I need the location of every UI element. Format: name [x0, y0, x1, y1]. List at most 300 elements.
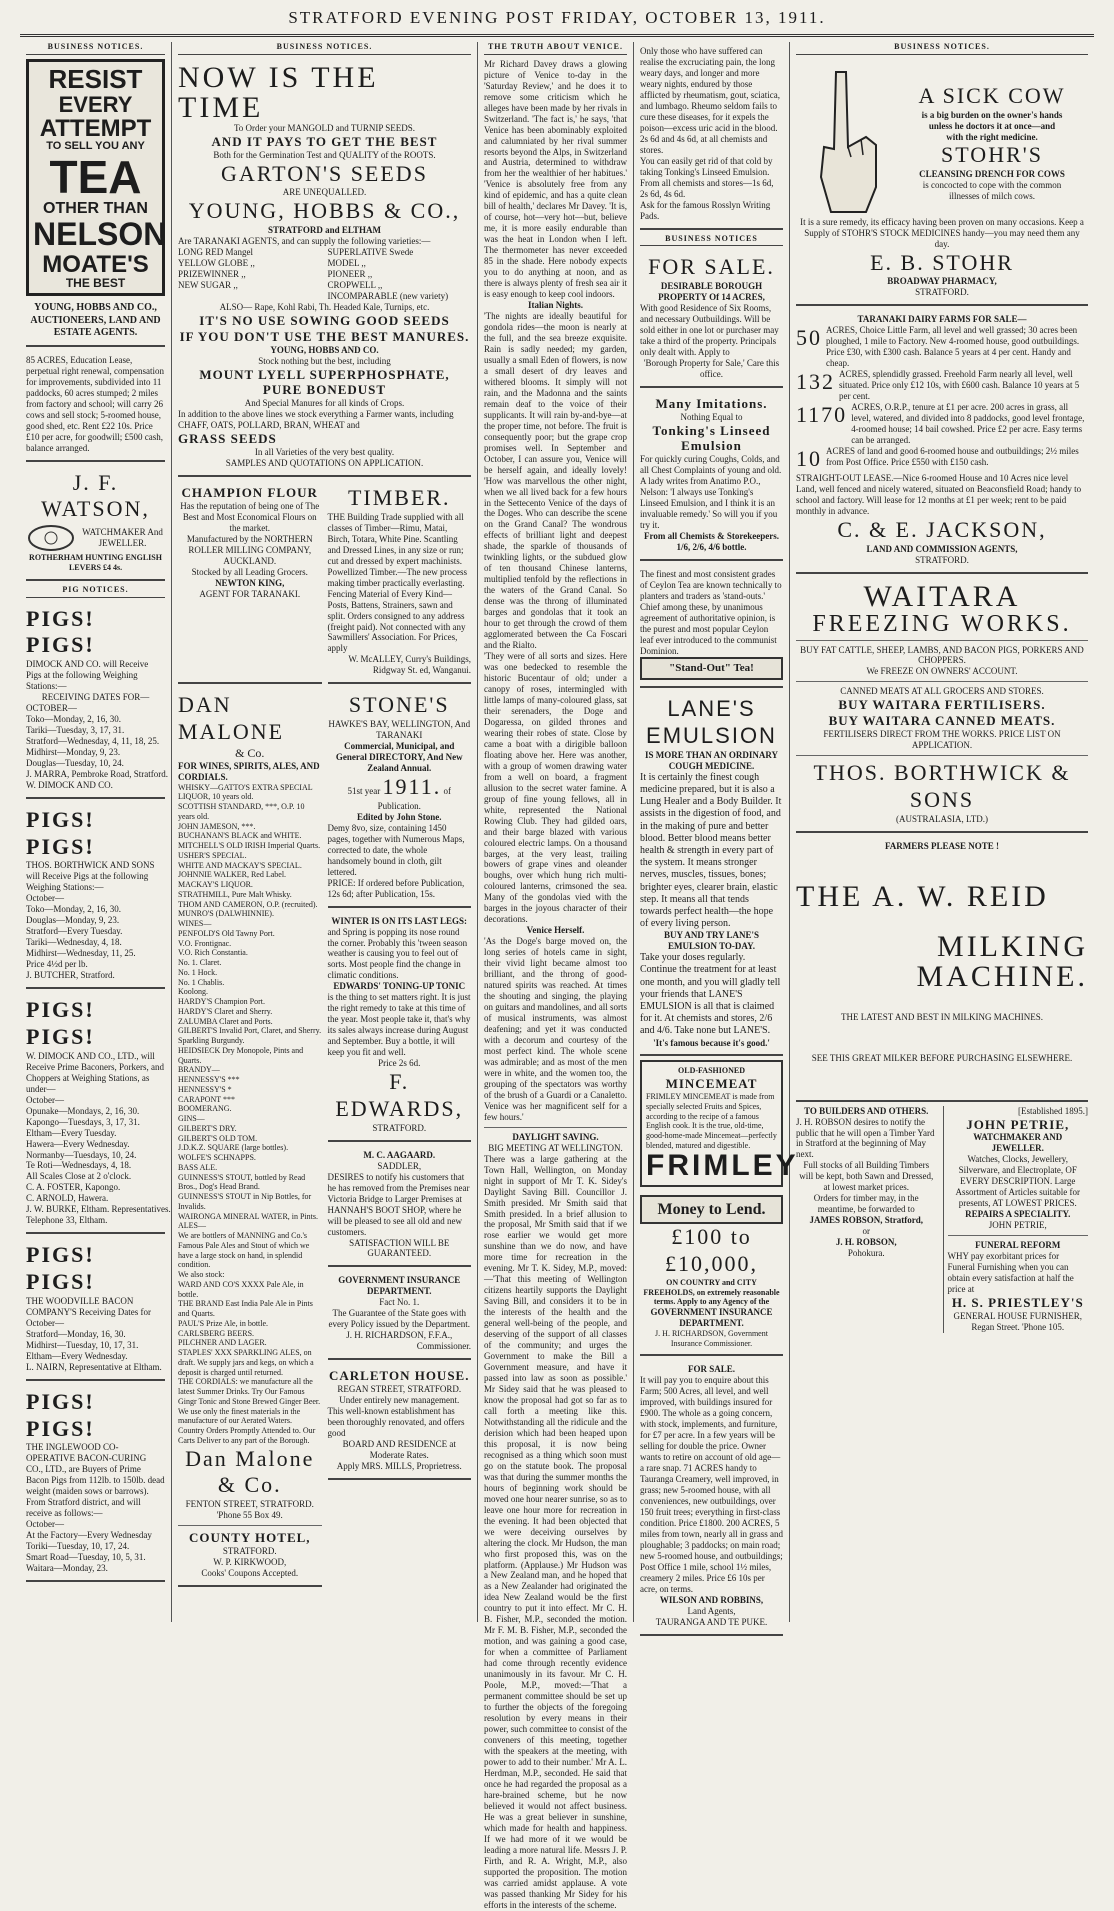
now-sub: To Order your MANGOLD and TURNIP SEEDS.: [233, 122, 416, 133]
winter-body: and Spring is popping its nose round the corner. Probably this 'tween season weather is causing you to feel out of sorts. Most people find the change in climatic conditions.: [327, 926, 468, 981]
builders-orders: Orders for timber may, in the meantime, be forwarded to: [813, 1193, 919, 1215]
dan-item: BASS ALE.: [178, 1162, 218, 1172]
waitara-canned: CANNED MEATS AT ALL GROCERS AND STORES.: [840, 686, 1044, 697]
date-row: At the Factory—Every Wednesday: [26, 1530, 152, 1541]
date-row: J. W. BURKE, Eltham. Representatives.: [26, 1204, 171, 1215]
farm-listing: [796, 446, 1088, 473]
stones-pre: 51st year: [347, 786, 381, 797]
dan-item: USHER'S SPECIAL.: [178, 850, 247, 860]
dan-item: STAPLES' XXX SPARKLING ALES, on draft. We supply jars and kegs, on which a deposit is charged until returned.: [178, 1348, 314, 1377]
date-row: Te Roti—Wednesdays, 4, 18.: [26, 1160, 132, 1171]
dan-item: THE BRAND East India Pale Ale in Pints and Quarts.: [178, 1299, 313, 1319]
article-heading: DAYLIGHT SAVING.: [512, 1131, 599, 1142]
builders-head: TO BUILDERS AND OTHERS.: [804, 1105, 929, 1116]
timber-sign: W. McALLEY, Curry's Buildings, Ridgway St. ed, Wanganui.: [348, 654, 471, 676]
also-line: ALSO— Rape, Kohl Rabi, Th. Headed Kale, Turnips, etc.: [219, 301, 430, 312]
date-row: Midhirst—Monday, 9, 23.: [26, 746, 121, 757]
date-row: Stratford—Every Tuesday.: [26, 926, 123, 937]
borthwick-sub: (AUSTRALASIA, LTD.): [896, 813, 988, 824]
date-row: Tariki—Tuesday, 3, 17, 31.: [26, 725, 125, 735]
lanes-tag: 'It's famous because it's good.': [653, 1037, 770, 1048]
acres-ad: 85 ACRES, Education Lease, perpetual right renewal, compensation for improvements, subdivided into 11 paddocks, 60 acres stumped; 2 miles from factory and school; will carry 26 cows and sell stock; 5-roomed house, good shed, etc. Rent £22 10s. Price £10 per acre, for goodwill; £500 cash, balance arranged.: [26, 351, 165, 462]
date-row: Eltham—Every Tuesday.: [26, 1127, 117, 1138]
farm-acres: 1170: [796, 402, 848, 428]
dan-item: GILBERT'S Invalid Port, Claret, and Sherry.: [178, 1026, 322, 1036]
tonic-price: Price 2s 6d.: [378, 1058, 421, 1069]
date-row: Normanby—Tuesdays, 10, 24.: [26, 1149, 137, 1160]
frimley-mince: MINCEMEAT: [665, 1076, 758, 1092]
watson-ad: [26, 466, 165, 581]
pigs-body: W. DIMOCK AND CO., LTD., will Receive Prime Baconers, Porkers, and Choppers at Weighing Stations, as under—: [26, 1050, 164, 1094]
date-row: C. ARNOLD, Hawera.: [26, 1193, 109, 1204]
dan-title: DAN MALONE: [178, 692, 285, 745]
column-5: [790, 42, 1094, 1622]
timber-body: THE Building Trade supplied with all classes of Timber—Rimu, Matai, Birch, Totara, White Pine. Scantling and Dressed Lines, in any size or run; cut and dressed by expert machinists. Powellized Timber.—The new process making timber practically everlasting. Fencing Material of Every Kind—Posts, Battens, Strainers, sawn and split. Orders consigned to any address (freight paid). Not connected with any Sawmillers' Association. For Prices, apply: [327, 511, 467, 654]
pigs-title: PIGS! PIGS!: [26, 806, 95, 859]
farm-desc: ACRES, Choice Little Farm, all level and well grassed; 30 acres been ploughed, 1 mile to Factory. New 4-roomed house, good outbuildings. Price £30, with £300 cash. Balance 5 years at 4 per cent. Handy and cheap.: [826, 325, 1080, 369]
latest-line: THE LATEST AND BEST IN MILKING MACHINES.: [841, 1011, 1043, 1022]
jackson-sub: LAND AND COMMISSION AGENTS,: [866, 543, 1018, 554]
mount-lyell-line: MOUNT LYELL SUPERPHOSPHATE, PURE BONEDUST: [199, 366, 450, 398]
dan-addr: FENTON STREET, STRATFORD.: [185, 1499, 314, 1510]
column-heading: BUSINESS NOTICES.: [26, 42, 165, 55]
builders-james: JAMES ROBSON, Stratford,: [809, 1215, 923, 1226]
date-row: Eltham—Every Wednesday.: [26, 1350, 128, 1361]
farm-desc: ACRES of land and good 6-roomed house and outbuildings; 2½ miles from Post Office. Price £550 with £150 cash.: [826, 446, 1079, 468]
pointing-hand-icon: [806, 67, 896, 217]
variety: SUPERLATIVE Swede: [327, 247, 414, 258]
gov-dept: DEPARTMENT.: [366, 1286, 432, 1297]
borthwick-name: THOS. BORTHWICK & SONS: [813, 760, 1071, 812]
date-row: Hawera—Every Wednesday.: [26, 1138, 130, 1149]
sale-contact: 'Borough Property for Sale,' Care this office.: [643, 357, 780, 379]
gov-sign: J. H. RICHARDSON, F.F.A.,: [346, 1330, 453, 1341]
now-title: NOW IS THE TIME: [178, 60, 379, 124]
grass-title: GRASS SEEDS: [178, 431, 277, 447]
date-row: J. MARRA, Pembroke Road, Stratford.: [26, 768, 168, 779]
addition-line: In addition to the above lines we stock everything a Farmer wants, including CHAFF, OATS, POLLARD, BRAN, WHEAT and: [178, 409, 454, 431]
lanes-emulsion-ad: [640, 692, 783, 1056]
champion-flour-ad: [178, 481, 322, 684]
farm-desc: ACRES, splendidly grassed. Freehold Farm nearly all level, well situated. Price only £12 10s, with £600 cash. Balance 10 years at 5 per cent.: [839, 369, 1080, 402]
dan-item: MACKAY'S LIQUOR.: [178, 880, 253, 890]
pigs-ad: [26, 803, 165, 989]
tea-line: THE BEST: [65, 275, 126, 290]
carleton-house-ad: [328, 1364, 472, 1480]
dan-item: CARLSBERG BEERS.: [178, 1328, 255, 1338]
pigs-title: PIGS! PIGS!: [26, 605, 95, 658]
pigs-ad: [26, 1385, 165, 1582]
emul-para: You can easily get rid of that cold by taking Tonking's Linseed Emulsion. From all chemists and stores—1s 6d, 2s 6d, 4s 6d.: [640, 155, 774, 199]
date-row: October—: [26, 893, 64, 904]
farm-listing: [796, 369, 1088, 402]
for-sale-ad: [640, 250, 783, 388]
champion-body: Has the reputation of being one of The Best and Most Economical Flours on the market.: [180, 500, 320, 533]
pigs-dates: [26, 1519, 165, 1574]
county-title: COUNTY HOTEL,: [188, 1530, 311, 1546]
priestley-sub: GENERAL HOUSE FURNISHER,: [953, 1310, 1082, 1321]
county-loc: STRATFORD.: [222, 1546, 277, 1557]
flour-timber-row: [178, 481, 471, 688]
wilson-name: WILSON AND ROBBINS,: [659, 1594, 764, 1605]
gartons-seeds-ad: [178, 59, 471, 477]
tea-line: TO SELL YOU ANY: [46, 140, 145, 153]
column-1: [20, 42, 172, 1622]
lanes-body2: Take your doses regularly. Continue the treatment for at least one month, and you will gladly tell your friends that LANE'S EMULSION is all that is claimed for it. At chemists and stores, 2/6 and 4/6. Take none but LANE'S.: [640, 952, 781, 1037]
pigs-body: THOS. BORTHWICK AND SONS will Receive Pigs at the following Weighing Stations:—: [26, 860, 155, 893]
aagaard-name: M. C. AAGAARD.: [363, 1149, 436, 1160]
dan-item: We also stock:: [178, 1270, 225, 1280]
dan-item: ALES—: [178, 1221, 206, 1231]
eb-stohr: E. B. STOHR: [870, 249, 1014, 275]
broadway-loc: STRATFORD.: [915, 287, 969, 298]
stones-post: of Publication.: [377, 786, 451, 811]
pigs-dates-head: RECEIVING DATES FOR—: [41, 692, 150, 703]
waitara-title: WAITARA: [863, 579, 1021, 613]
dan-item: SCOTTISH STANDARD, ***, O.P. 10 years old.: [178, 802, 305, 821]
carlton-st: REGAN STREET, STRATFORD.: [337, 1384, 462, 1395]
date-row: Toriki—Tuesday, 10, 17, 24.: [26, 1541, 130, 1552]
dan-item: No. 1. Claret.: [178, 958, 222, 968]
waitara-freezing-ad: [796, 578, 1088, 833]
date-row: October—: [26, 1094, 64, 1105]
dan-item: J.D.K.Z. SQUARE (large bottles).: [178, 1143, 289, 1153]
reid-milking-ad: [796, 837, 1088, 1102]
petrie-repairs: REPAIRS A SPECIALITY.: [965, 1209, 1071, 1220]
dan-phone: 'Phone 55 Box 49.: [216, 1510, 283, 1521]
rheumo-ad: [640, 42, 783, 230]
variety: MODEL ,,: [327, 258, 366, 269]
young-hobbs-ad: [26, 298, 165, 347]
cow-line: unless he doctors it at once—and: [928, 120, 1056, 131]
stones-directory-ad: [328, 688, 472, 907]
gov-title: GOVERNMENT INSURANCE DEPARTMENT.: [650, 1307, 773, 1328]
satisfaction-line: SATISFACTION WILL BE GUARANTEED.: [349, 1237, 450, 1259]
carlton-title: CARLETON HOUSE.: [329, 1368, 470, 1384]
farm-listing: [796, 402, 1088, 446]
funeral-title: FUNERAL REFORM: [975, 1240, 1061, 1251]
lanes-title: LANE'S EMULSION: [646, 696, 777, 749]
date-row: OCTOBER—: [26, 703, 77, 714]
gov-comm: Commissioner.: [416, 1341, 471, 1352]
dan-item: THE CORDIALS: we manufacture all the latest Summer Drinks. Try Our Famous Gingr Tonic and Stone Brewed Ginger Beer. We use only the finest materials in the manufacture of our Aerated Waters.: [178, 1377, 321, 1426]
builders-body2: Full stocks of all Building Timbers will be kept, both Sawn and Dressed, at lowest market prices.: [799, 1160, 934, 1193]
stones-year: 1911.: [382, 774, 442, 800]
petrie-ad: [943, 1106, 1089, 1333]
newton-sub: AGENT FOR TARANAKI.: [199, 588, 301, 599]
grass-sub: In all Varieties of the very best quality.: [254, 447, 395, 458]
tonking-ad: [640, 392, 783, 561]
farm-acres: 132: [796, 369, 835, 395]
standout-tea-ad: [640, 565, 783, 688]
pigs-body: THE INGLEWOOD CO-OPERATIVE BACON-CURING CO., LTD., are Buyers of Prime Bacon Pigs from 112lb. to 150lb. dead weight (maiden sows or barrows). From Stratford district, and will receive as follows:—: [26, 1442, 165, 1519]
rotherham-line: ROTHERHAM HUNTING ENGLISH LEVERS £4 4s.: [29, 553, 162, 573]
pigs-title: PIGS! PIGS!: [26, 997, 95, 1049]
date-row: L. NAIRN, Representative at Eltham.: [26, 1361, 162, 1372]
dan-item: PILCHNER AND LAGER.: [178, 1338, 267, 1348]
yhc-title: YOUNG, HOBBS & CO.,: [188, 198, 461, 224]
canned-line: BUY WAITARA CANNED MEATS.: [828, 713, 1056, 729]
champion-title: CHAMPION FLOUR: [181, 485, 318, 500]
sale-title: FOR SALE.: [648, 254, 775, 280]
for-sale-farm-ad: [640, 1360, 783, 1635]
stones-sub: HAWKE'S BAY, WELLINGTON, And TARANAKI: [328, 719, 471, 741]
variety: LONG RED Mangel: [178, 247, 253, 258]
venice-article: [484, 59, 627, 1123]
variety: YELLOW GLOBE ,,: [178, 258, 255, 269]
builders-jh: J. H. ROBSON,: [835, 1237, 897, 1248]
tea-line: NELSON: [33, 215, 167, 252]
cow-line: is a big burden on the owner's hands: [921, 109, 1063, 120]
masthead-rule: [20, 34, 1094, 37]
stones-title: STONE'S: [348, 692, 450, 718]
frimley-old: OLD-FASHIONED: [678, 1066, 745, 1076]
column-heading: BUSINESS NOTICES: [640, 234, 783, 247]
date-row: Toko—Monday, 2, 16, 30.: [26, 904, 122, 915]
stones-body: Demy 8vo, size, containing 1450 pages, together with Numerous Maps, corrected to date, the whole handsomely bound in cloth, gilt lettered.: [327, 822, 465, 877]
edwards-name: F. EDWARDS,: [335, 1069, 464, 1121]
dan-item: BOOMERANG.: [178, 1104, 232, 1114]
both-line: Both for the Germination Test and QUALITY of the ROOTS.: [213, 149, 436, 160]
variety: CROPWELL ,,: [327, 280, 383, 291]
dan-item: No. 1 Chablis.: [178, 977, 225, 987]
special-line: And Special Manures for all kinds of Crops.: [244, 398, 405, 409]
dan-item: THOM AND CAMERON, O.P. (recruited).: [178, 899, 318, 909]
county-sub: Cooks' Coupons Accepted.: [201, 1567, 299, 1578]
date-row: Smart Road—Tuesday, 10, 5, 31.: [26, 1552, 146, 1563]
dan-footer: Dan Malone & Co.: [185, 1445, 315, 1498]
tea-line: RESIST: [48, 63, 143, 94]
broadway-pharmacy: BROADWAY PHARMACY,: [887, 276, 997, 287]
sale-sub: DESIRABLE BOROUGH PROPERTY Of 14 ACRES,: [658, 281, 765, 303]
dan-item: STRATHMILL, Pure Malt Whisky.: [178, 889, 292, 899]
straight-lease: STRAIGHT-OUT LEASE.—Nice 6-roomed House and 10 Acres nice level Land, well fenced and nicely watered, situated on Beaconsfield Road; handy to school and factory. Will lease for 12 months at £1 per week; rent to be paid monthly in advance.: [796, 472, 1082, 516]
dan-item: BRANDY—: [178, 1065, 220, 1075]
pigs-dates: [26, 1329, 165, 1373]
pigs-ad: [26, 602, 168, 799]
farm-listing: [796, 325, 1088, 369]
farm-desc: ACRES, O.R.P., tenure at £1 per acre. 200 acres in grass, all level, watered, and divided into 8 paddocks, good level frontage, 4-roomed house; 14 bail cowshed. Price £2 per acre. Easy terms can be arranged.: [851, 402, 1085, 446]
gov-sign: J. H. RICHARDSON, Government Insurance Commissioner.: [655, 1328, 768, 1348]
tea-line: EVERY: [58, 92, 133, 118]
date-row: C. A. FOSTER, Kapongo.: [26, 1182, 121, 1193]
dan-co: & Co.: [235, 746, 265, 761]
date-row: Midhirst—Wednesday, 11, 25.: [26, 948, 136, 959]
farms-head: TARANAKI DAIRY FARMS FOR SALE—: [857, 314, 1027, 325]
builders-body: J. H. ROBSON desires to notify the public that he will open a Timber Yard in Stratford at the beginning of May next.: [796, 1116, 935, 1160]
farm-acres: 10: [796, 446, 822, 472]
date-row: Waitara—Monday, 23.: [26, 1563, 108, 1574]
builders-loc: Pohokura.: [847, 1248, 885, 1259]
pigs-body: DIMOCK AND CO. will Receive Pigs at the following Weighing Stations:—: [26, 659, 149, 692]
wilson-loc: TAURANGA AND TE PUKE.: [655, 1616, 768, 1627]
petrie-name: JOHN PETRIE,: [966, 1116, 1070, 1132]
dan-item: ZALUMBA Claret and Ports.: [178, 1016, 273, 1026]
column-3: [478, 42, 634, 1910]
date-row: Price 4½d per lb.: [26, 959, 88, 970]
carlton-body: This well-known establishment has been thoroughly renovated, and offers good: [327, 1406, 465, 1438]
date-row: J. BUTCHER, Stratford.: [26, 970, 115, 981]
article-subheading: BIG MEETING AT WELLINGTON.: [488, 1142, 623, 1153]
date-row: All Scales Close at 2 o'clock.: [26, 1171, 132, 1182]
article-heading: THE TRUTH ABOUT VENICE.: [484, 42, 627, 55]
pigs-dates: [26, 1094, 171, 1227]
tea-line: OTHER THAN: [43, 200, 148, 218]
pigs-dates: [26, 893, 165, 981]
dan-item: HENNESSY'S *: [178, 1084, 232, 1094]
pigs-title: PIGS! PIGS!: [26, 1242, 95, 1295]
timber-ad: [328, 481, 472, 684]
column-2: [172, 42, 478, 1622]
waitara-freeze: We FREEZE ON OWNERS' ACCOUNT.: [866, 666, 1018, 677]
date-row: Toko—Monday, 2, 16, 30.: [26, 714, 122, 725]
column-4: [634, 42, 799, 1627]
jackson-loc: STRATFORD.: [915, 554, 969, 565]
champion-made: Manufactured by the NORTHERN ROLLER MILLING COMPANY, AUCKLAND.: [186, 533, 313, 566]
pigs-dates: [26, 703, 168, 791]
frimley-body: FRIMLEY MINCEMEAT is made from specially selected Fruits and Spices, according to the recipe of a famous English cook. It is the true, old-time, good-home-made Mincemeat—perfectly blended, matured and digestible.: [646, 1092, 777, 1150]
gartons-title: GARTON'S SEEDS: [221, 160, 428, 186]
fert-direct: FERTILISERS DIRECT FROM THE WORKS. PRICE LIST ON APPLICATION.: [823, 729, 1061, 751]
money-title: Money to Lend.: [640, 1195, 783, 1225]
lanes-body: It is certainly the finest cough medicine prepared, but it is also a Lung Healer and a Body Builder. It assists in the digestion of food, and in the making of pure and better blood. Better blood means better health & strength in every part of the system. It means stronger nerves, muscles, tissues, bones; brighter eyes, clearer brain, elastic step. It means all that tends towards perfect health—the hope of every living person.: [640, 771, 782, 930]
dan-for: FOR WINES, SPIRITS, ALES, AND CORDIALS.: [178, 760, 320, 782]
lanes-buy: BUY AND TRY LANE'S EMULSION TO-DAY.: [663, 930, 760, 952]
gov-insurance-ad: [328, 1271, 472, 1360]
dan-item: GILBERT'S OLD TOM.: [178, 1133, 258, 1143]
stones-dir: Commercial, Municipal, and General DIRECTORY, And New Zealand Annual.: [335, 741, 463, 774]
tea-body: The finest and most consistent grades of Ceylon Tea are known technically to planters and traders as 'stand-outs.' Chief among these, by unanimous agreement of authoritative opinion, is the purest and most popular Ceylon leaf ever introduced to the communist Dominion.: [640, 569, 782, 656]
manures-line: IF YOU DON'T USE THE BEST MANURES.: [179, 328, 470, 344]
dan-item: Koolong.: [178, 987, 208, 997]
stohr-drench-ad: [796, 59, 1088, 307]
petrie-name-2: JOHN PETRIE,: [988, 1220, 1047, 1231]
date-row: Stratford—Wednesday, 4, 11, 18, 25.: [26, 735, 160, 746]
dan-item: PENFOLD'S Old Tawny Port.: [178, 928, 275, 938]
variety: NEW SUGAR ,,: [178, 280, 238, 291]
varieties-list: [178, 247, 471, 302]
county-prop: W. P. KIRKWOOD,: [213, 1557, 287, 1567]
jackson-name: C. & E. JACKSON,: [837, 516, 1047, 542]
date-row: W. DIMOCK AND CO.: [26, 779, 113, 790]
watson-name: J. F. WATSON,: [41, 469, 150, 522]
column-heading: BUSINESS NOTICES.: [796, 42, 1088, 55]
nothing-line: Nothing Equal to: [680, 411, 743, 422]
sale-body: With good Residence of Six Rooms, and necessary Outbuildings. Will be sold either in one lot or purchaser may take a third of the property. Principals only dealt with. Apply to: [640, 303, 779, 357]
fert-line: BUY WAITARA FERTILISERS.: [838, 697, 1046, 713]
tea-line: ATTEMPT: [39, 115, 152, 143]
dan-item: MUNRO'S (DALWHINNIE).: [178, 909, 274, 919]
pigs-body: THE WOODVILLE BACON COMPANY'S Receiving Dates for October—: [26, 1295, 152, 1328]
dan-item: We are bottlers of MANNING and Co.'s Famous Pale Ales and Stout of which we have a large stock on hand, in splendid condition.: [178, 1231, 310, 1270]
gov-body: The Guarantee of the State goes with every Policy issued by the Department.: [328, 1308, 470, 1330]
date-row: Douglas—Monday, 9, 23.: [26, 915, 120, 926]
emul-para: Only those who have suffered can realise the excruciating pain, the long weary days, and longer and more weary nights, endured by those afflicted by rheumatism, gout, sciatica, and lumbago. Rheumo seldom fails to cure these diseases, for it expels the poison—excess uric acid in the blood. 2s 6d and 4s 6d, at all chemists and stores.: [640, 46, 781, 155]
column-heading: BUSINESS NOTICES.: [178, 42, 471, 55]
stones-ed: Edited by John Stone.: [356, 811, 442, 822]
subheading: Venice Herself.: [526, 925, 585, 936]
date-row: Tariki—Wednesday, 4, 18.: [26, 937, 122, 948]
venice-para: 'The nights are ideally beautiful for gondola rides—the moon is nearly at the full, and the sea breeze exquisite. Rain is sadly needed; my garden, usually a small Eden of flowers, is now a small desert of dry leaves and withered blooms. It simply will not rain, and the Madonna and the saints remain deaf to the voice of their supplicants. It will rain by-and-bye—at the proper time, not before. The fruit is consequently poor; but the grape crop promises well. In September and October, I can assure you, Venice will be herself again, and ideally lovely! 'How was marvellous the other night, when we all lived back for a few hours in the Settecento Venice of the days of the Doges. Who can describe the scene on the Grand Canal? The wondrous effects of brilliant light and deepest shade, the sparkle of thousands of twinkling lights, or the subdued glow of ten thousand Chinese lanterns, multiplied tenfold by the reflections in the waters of the Grand Canal. So dense was the throng of illuminated barges and gondolas that it took an hour to get through the crowd of them agglomerated between the Ca Foscari and the Rialto.: [484, 311, 627, 651]
unequalled-line: ARE UNEQUALLED.: [282, 187, 367, 198]
tonic-title: EDWARDS' TONING-UP TONIC: [333, 981, 466, 992]
wilson-sub: Land Agents,: [687, 1605, 736, 1616]
carlton-mgmt: Under entirely new management.: [339, 1395, 460, 1406]
money-amt: £100 to £10,000,: [665, 1224, 758, 1276]
funeral-body: WHY pay exorbitant prices for Funeral Furnishing when you can obtain every satisfaction at half the price at: [947, 1251, 1074, 1294]
farmers-note: FARMERS PLEASE NOTE !: [884, 840, 1000, 851]
carlton-apply: Apply MRS. MILLS, Proprietress.: [336, 1460, 462, 1471]
tonking-body: For quickly curing Coughs, Colds, and all Chest Complaints of young and old. A lady writes from Anatimo P.O., Nelson: 'I always use Tonking's Linseed Emulsion, and I think it is an invaluable remedy.' So will you if you try it.: [640, 454, 782, 531]
gov-title: GOVERNMENT INSURANCE: [338, 1275, 461, 1286]
dan-item: JOHN JAMESON, ***.: [178, 821, 256, 831]
petrie-body: Watches, Clocks, Jewellery, Silverware, and Electroplate, OF EVERY DESCRIPTION. Large Assortment of Articles suitable for presents, AT LOWEST PRICES.: [955, 1154, 1080, 1209]
aagaard-ad: [328, 1146, 472, 1268]
rosslyn-line: Ask for the famous Rosslyn Writing Pads.: [640, 199, 771, 221]
money-to-lend-ad: [640, 1191, 783, 1357]
subheading: Italian Nights.: [527, 300, 583, 311]
stohr-line: illnesses of milch cows.: [949, 191, 1035, 202]
nelson-moate-tea-ad: [26, 59, 165, 297]
sowing-line: IT'S NO USE SOWING GOOD SEEDS: [199, 312, 450, 328]
pigs-ad: [26, 1238, 165, 1380]
money-body: ON COUNTRY and CITY FREEHOLDS, on extremely reasonable terms. Apply to any Agency of the: [643, 1277, 780, 1307]
petrie-est: [Established 1895.]: [1018, 1105, 1088, 1116]
milking-title: MILKING MACHINE.: [916, 929, 1088, 993]
cow-line: with the right medicine.: [946, 131, 1038, 142]
dan-item: Sparkling Burgundy.: [178, 1036, 245, 1046]
dairy-farms-ad: [796, 310, 1088, 573]
stones-price: PRICE: If ordered before Publication, 12s 6d; after Publication, 15s.: [327, 877, 465, 899]
newton-name: NEWTON KING,: [215, 577, 285, 588]
edwards-tonic-ad: [328, 912, 472, 1142]
venice-para: 'As the Doge's barge moved on, the long series of hotels came in sight, their vivid light became almost too brilliant, and the throng of good-natured spirits was reached. At times the shouting and singing, the playing on guitars and mandolines, and all sorts of musical instruments, was almost deafening; and yet it was conducted with a decorum and courtesy of the most perfect kind. The whole scene was admirable; and as most of the men were in white, and the women too, the grouping of the spectators was worthy of the brush of a Guardi or a Canaletto. Venice was her magnificent self for a few hours.': [484, 936, 627, 1122]
waitara-title-2: FREEZING WORKS.: [812, 610, 1072, 637]
dan-item: Country Orders Promptly Attended to. Our Carts Deliver to any part of the Borough.: [178, 1426, 316, 1445]
dan-item: HENNESSY'S ***: [178, 1075, 240, 1085]
timber-title: TIMBER.: [347, 485, 451, 510]
forsale2-body: It will pay you to enquire about this Farm; 500 Acres, all level, and well improved, with buildings insured for £900. The whole as a going concern, with stock, implements, and furniture, for £7 per acre. In a few years will be selling for double the price. Owner wants to retire on account of old age—a rare snap. 71 ACRES handy to Tauranga Creamery, well improved, in grass; new 5-roomed house, with all conveniences, new outbuildings, over 150 fruit trees; everything in first-class condition. Price £1800. 200 ACRES, 5 miles from town, nearly all in grass and ploughable; 3 paddocks; on main road; new 5-roomed house, and outbuildings; Post Office 1 mile, school 1½ miles, creamery 2 miles. Price £6 10s per acre, on terms.: [640, 1375, 783, 1594]
dan-item: GILBERT'S DRY.: [178, 1123, 237, 1133]
saddler-title: SADDLER,: [377, 1160, 422, 1171]
frimley-ad: [640, 1060, 799, 1186]
priestley-addr: Regan Street. 'Phone 105.: [971, 1321, 1065, 1332]
masthead: STRATFORD EVENING POST FRIDAY, OCTOBER 13, 1911.: [288, 8, 826, 27]
farm-acres: 50: [796, 325, 822, 351]
venice-para: Mr Richard Davey draws a glowing picture of Venice to-day in the 'Saturday Review,' and he does it to remove some criticism which he alleges have been made by her rivals in Switzerland. 'The fact is,' he says, 'that Venice has been abominably exploited and calumniated by her rival summer resorts beyond the Alps, in Switzerland and Austria, determined to withdraw from her the wealthier of her habitues.' 'Venice is absolutely free from any kind of epidemic, and has a quite clean bill of health,' declares Mr Davey. 'It is, of course, hot—very hot—but, believe me, it is more easily endurable than was the heat in London when I left. The thermometer has never exceeded 85 in the shade. Here nobody expects you to do anything at noon, and as there is always plenty of fresh sea air it is easy enough to keep cool indoors.: [484, 58, 627, 300]
watson-sub: WATCHMAKER And JEWELLER.: [82, 527, 163, 549]
dan-item: WOLFE'S SCHNAPPS.: [178, 1153, 256, 1163]
samples-line: SAMPLES AND QUOTATIONS ON APPLICATION.: [225, 458, 424, 469]
yhc-loc: STRATFORD and ELTHAM: [267, 225, 382, 236]
dan-malone-ad: [178, 688, 322, 1587]
dan-items: [178, 783, 322, 1446]
stohr-body: It is a sure remedy, its efficacy having been proven on many occasions. Keep a Supply of STOHR'S STOCK MEDICINES handy—you may need them any day.: [800, 216, 1084, 249]
dan-item: GUINNESS'S STOUT, bottled by Read Bros., Dog's Head Brand.: [178, 1172, 306, 1192]
dan-item: WHITE AND MACKAY'S SPECIAL.: [178, 860, 302, 870]
forsale2-title: FOR SALE.: [687, 1364, 735, 1375]
dan-item: WARD AND CO'S XXXX Pale Ale, in bottle.: [178, 1279, 304, 1299]
dan-item: No. 1 Hock.: [178, 967, 218, 977]
right-subcolumn: [328, 688, 472, 1591]
edwards-loc: STRATFORD.: [372, 1122, 427, 1133]
dan-item: V.O. Frontignac.: [178, 938, 232, 948]
date-row: Douglas—Tuesday, 10, 24.: [26, 757, 124, 768]
petrie-sub: WATCHMAKER AND JEWELLER.: [973, 1132, 1063, 1154]
dan-item: WHISKY—GATTO'S EXTRA SPECIAL LIQUOR, 10 years old.: [178, 782, 313, 802]
young-hobbs-name: YOUNG, HOBBS AND CO., AUCTIONEERS, LAND AND ESTATE AGENTS.: [30, 302, 161, 338]
cow-title: A SICK COW: [918, 82, 1066, 108]
